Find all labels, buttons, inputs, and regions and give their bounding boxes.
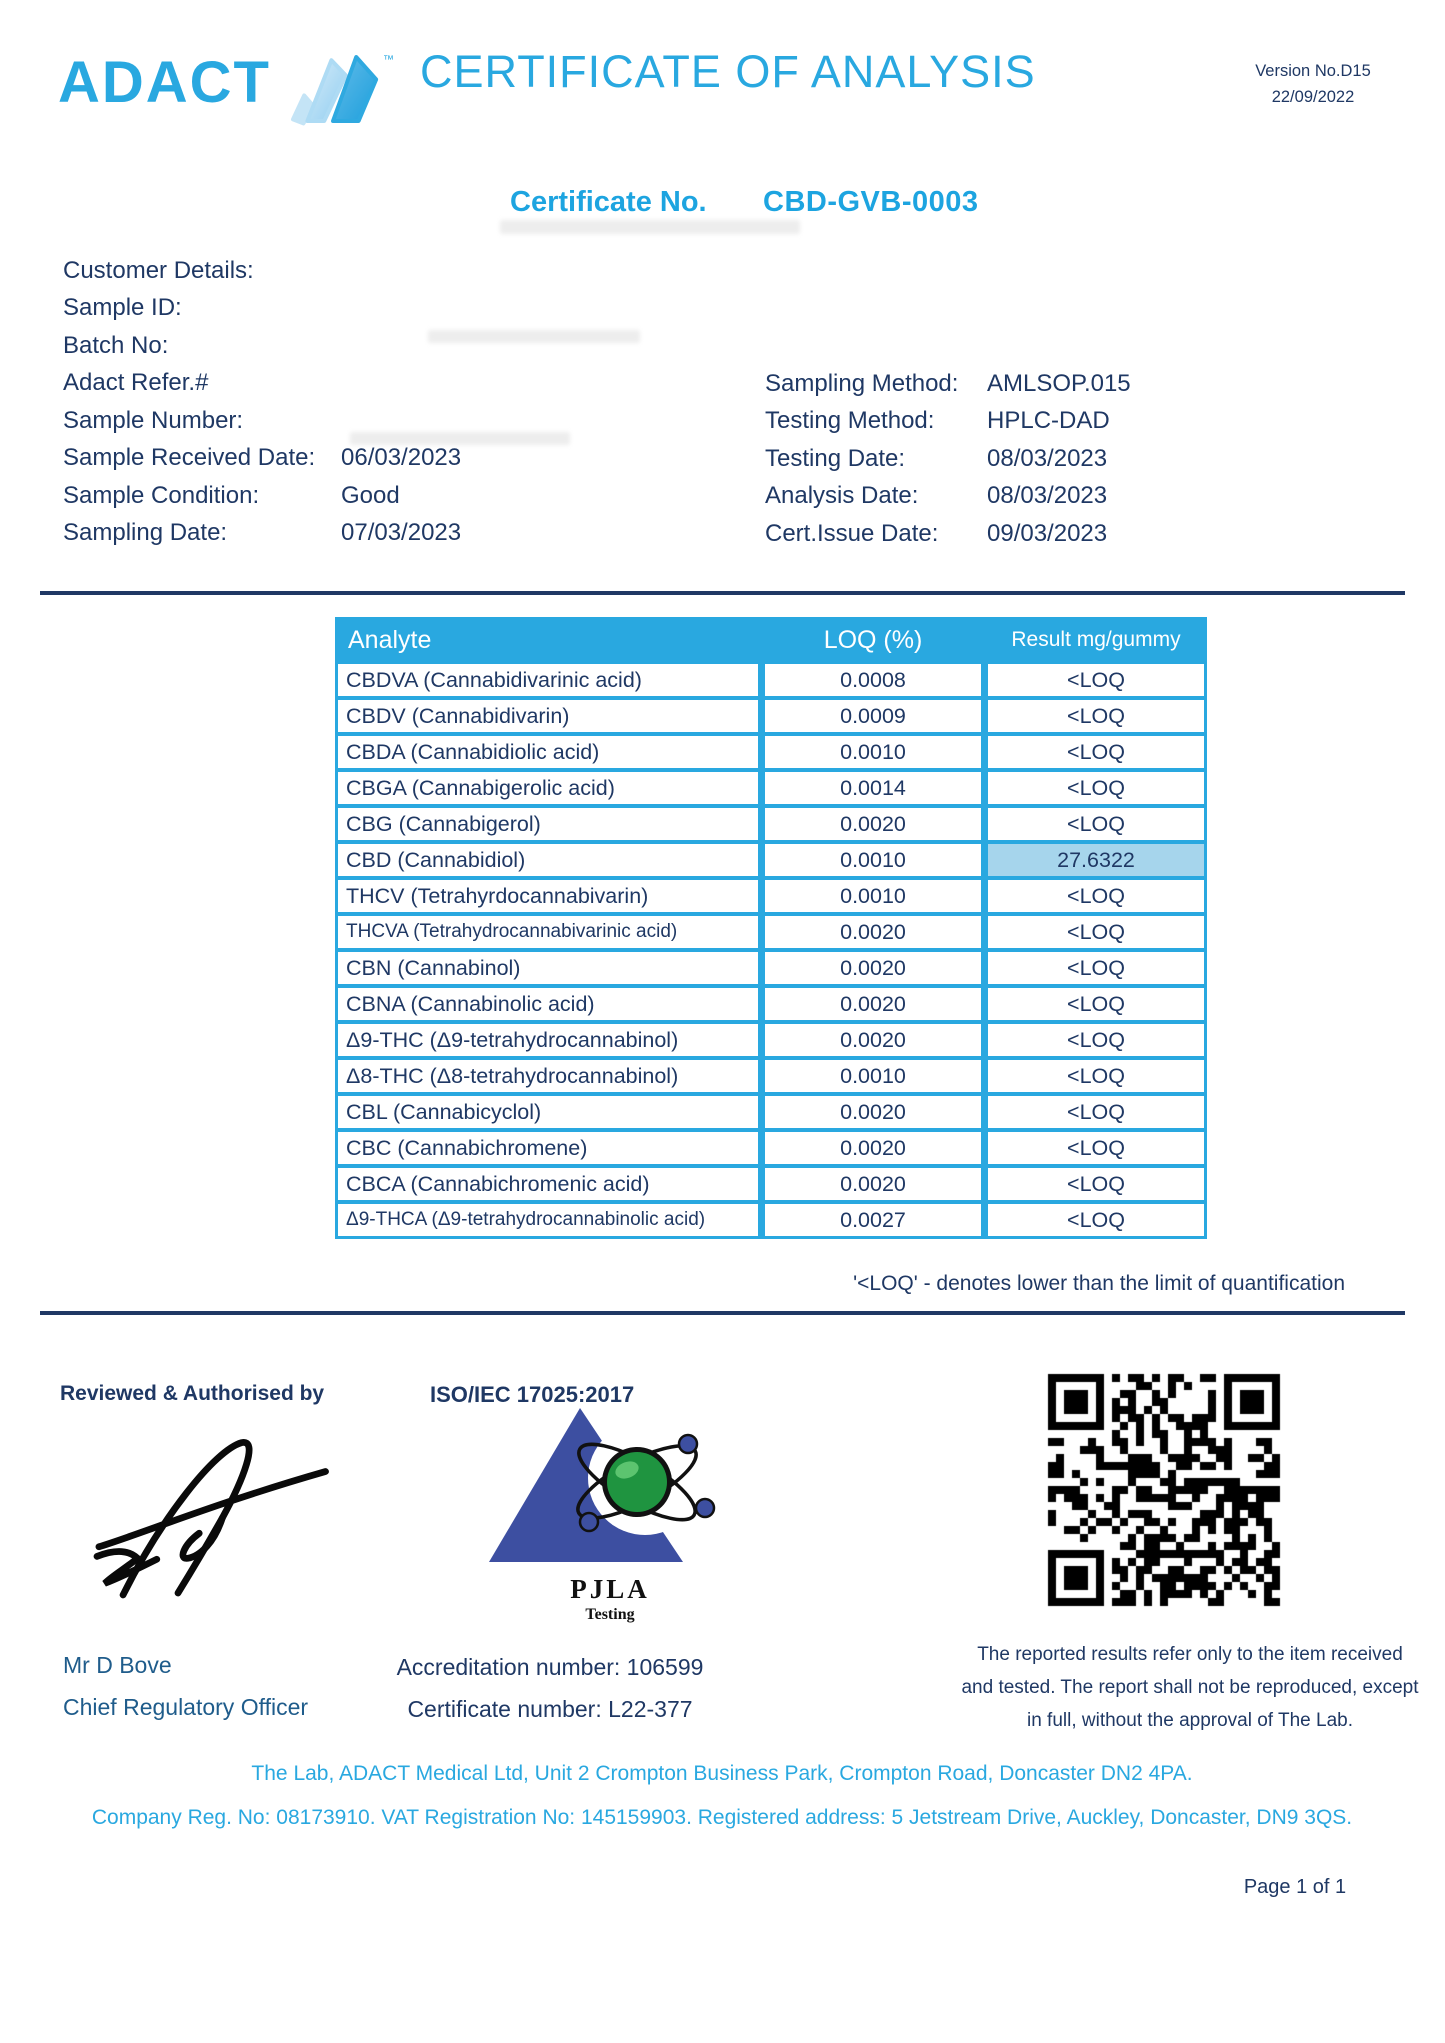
detail-label: Batch No:	[63, 331, 169, 359]
divider-top	[40, 591, 1405, 595]
detail-value: HPLC-DAD	[987, 407, 1110, 435]
result-cell: <LOQ	[988, 1168, 1204, 1200]
column-header-loq: LOQ (%)	[823, 625, 923, 654]
detail-label: Sample Received Date:	[63, 444, 316, 472]
analyte-cell: CBN (Cannabinol)	[338, 952, 758, 984]
pjla-emblem-icon	[485, 1404, 735, 1572]
loq-cell: 0.0020	[765, 1168, 981, 1200]
loq-cell: 0.0020	[765, 1132, 981, 1164]
analyte-cell: CBDV (Cannabidivarin)	[338, 700, 758, 732]
result-cell: <LOQ	[988, 916, 1204, 948]
result-cell: <LOQ	[988, 1096, 1204, 1128]
loq-cell: 0.0010	[765, 1060, 981, 1092]
loq-cell: 0.0020	[765, 808, 981, 840]
result-cell: <LOQ	[988, 988, 1204, 1020]
analyte-cell: CBCA (Cannabichromenic acid)	[338, 1168, 758, 1200]
analyte-cell: CBL (Cannabicyclol)	[338, 1096, 758, 1128]
detail-value: 09/03/2023	[987, 519, 1108, 547]
adact-logo	[58, 40, 394, 133]
certificate-number: Certificate number: L22-377	[407, 1696, 693, 1722]
detail-label: Testing Method:	[765, 407, 935, 435]
divider-bottom	[40, 1311, 1405, 1315]
analyte-cell: Δ8-THC (Δ8-tetrahydrocannabinol)	[338, 1060, 758, 1092]
result-cell: <LOQ	[988, 880, 1204, 912]
result-cell: <LOQ	[988, 772, 1204, 804]
detail-label: Sample Number:	[63, 406, 244, 434]
detail-row	[63, 290, 461, 328]
detail-row	[63, 327, 461, 365]
analyte-cell: CBC (Cannabichromene)	[338, 1132, 758, 1164]
loq-footnote: '<LOQ' - denotes lower than the limit of quantification	[853, 1272, 1345, 1295]
loq-cell: 0.0010	[765, 880, 981, 912]
analyte-cell: CBD (Cannabidiol)	[338, 844, 758, 876]
column-header-result: Result mg/gummy	[1011, 628, 1181, 651]
result-cell: <LOQ	[988, 1132, 1204, 1164]
result-cell: <LOQ	[988, 700, 1204, 732]
loq-cell: 0.0010	[765, 736, 981, 768]
analyte-cell: CBGA (Cannabigerolic acid)	[338, 772, 758, 804]
detail-value: 06/03/2023	[341, 444, 462, 472]
version-info	[1228, 58, 1398, 110]
pjla-accreditation-mark	[470, 1404, 750, 1624]
details-right	[765, 365, 1131, 553]
detail-row	[765, 365, 1131, 403]
detail-label: Sampling Date:	[63, 519, 228, 547]
certificate-no-label: Certificate No.	[510, 186, 707, 218]
detail-row	[63, 477, 461, 515]
loq-cell: 0.0027	[765, 1204, 981, 1236]
signature-icon	[70, 1418, 340, 1613]
detail-row	[63, 515, 461, 553]
version-number: Version No.D15	[1255, 62, 1371, 80]
detail-value: Good	[341, 481, 400, 509]
result-cell: <LOQ	[988, 808, 1204, 840]
result-cell: <LOQ	[988, 1060, 1204, 1092]
detail-row	[765, 403, 1131, 441]
result-cell: <LOQ	[988, 1024, 1204, 1056]
loq-cell: 0.0020	[765, 1024, 981, 1056]
detail-label: Testing Date:	[765, 444, 906, 472]
detail-label: Sampling Method:	[765, 369, 959, 397]
loq-cell: 0.0014	[765, 772, 981, 804]
version-date: 22/09/2022	[1271, 88, 1355, 106]
analyte-cell: CBNA (Cannabinolic acid)	[338, 988, 758, 1020]
detail-label: Sample Condition:	[63, 481, 260, 509]
pjla-sub: Testing	[585, 1606, 635, 1623]
loq-cell: 0.0020	[765, 952, 981, 984]
adact-mountain-mark-icon	[285, 46, 381, 133]
detail-row	[63, 402, 461, 440]
page-title: CERTIFICATE OF ANALYSIS	[420, 46, 1036, 97]
analyte-cell: CBDVA (Cannabidivarinic acid)	[338, 664, 758, 696]
result-cell: <LOQ	[988, 736, 1204, 768]
lab-address: The Lab, ADACT Medical Ltd, Unit 2 Crompton Business Park, Crompton Road, Doncaster DN2 4PA.	[251, 1762, 1193, 1785]
detail-value: 08/03/2023	[987, 444, 1108, 472]
analyte-cell: CBDA (Cannabidiolic acid)	[338, 736, 758, 768]
loq-cell: 0.0009	[765, 700, 981, 732]
result-cell: <LOQ	[988, 952, 1204, 984]
company-registration: Company Reg. No: 08173910. VAT Registration No: 145159903. Registered address: 5 Jetstream Drive, Auckley, Doncaster, DN9 3QS.	[91, 1806, 1353, 1829]
detail-label: Analysis Date:	[765, 482, 919, 510]
analyte-cell: Δ9-THCA (Δ9-tetrahydrocannabinolic acid)	[338, 1204, 758, 1236]
pjla-name: PJLA	[570, 1574, 650, 1604]
detail-label: Customer Details:	[63, 256, 254, 284]
detail-row	[63, 440, 461, 478]
page-number: Page 1 of 1	[1243, 1876, 1347, 1898]
loq-cell: 0.0008	[765, 664, 981, 696]
iso-label: ISO/IEC 17025:2017	[430, 1382, 635, 1407]
detail-row	[63, 365, 461, 403]
qr-code-icon	[1038, 1364, 1290, 1616]
results-table	[335, 617, 1207, 1239]
analyte-cell: Δ9-THC (Δ9-tetrahydrocannabinol)	[338, 1024, 758, 1056]
redacted-sample-id	[500, 220, 800, 234]
detail-row	[765, 478, 1131, 516]
adact-logo-text: ADACT	[58, 50, 271, 115]
analyte-cell: THCV (Tetrahyrdocannabivarin)	[338, 880, 758, 912]
detail-row	[63, 252, 461, 290]
trademark-symbol: ™	[382, 54, 394, 66]
loq-cell: 0.0020	[765, 916, 981, 948]
disclaimer-line: and tested. The report shall not be reproduced, except	[961, 1677, 1419, 1698]
disclaimer-line: in full, without the approval of The Lab.	[1026, 1710, 1354, 1731]
detail-value: AMLSOP.015	[987, 369, 1131, 397]
reviewed-label: Reviewed & Authorised by	[60, 1382, 325, 1405]
detail-row	[765, 515, 1131, 553]
loq-cell: 0.0020	[765, 988, 981, 1020]
result-cell: <LOQ	[988, 664, 1204, 696]
signatory-title: Chief Regulatory Officer	[63, 1694, 309, 1720]
loq-cell: 0.0010	[765, 844, 981, 876]
accreditation-number: Accreditation number: 106599	[396, 1654, 704, 1680]
result-cell: <LOQ	[988, 1204, 1204, 1236]
detail-label: Adact Refer.#	[63, 369, 209, 397]
result-cell: 27.6322	[988, 844, 1204, 876]
detail-label: Sample ID:	[63, 294, 182, 322]
disclaimer	[950, 1638, 1430, 1737]
certificate-no-value: CBD-GVB-0003	[763, 186, 979, 218]
detail-value: 08/03/2023	[987, 482, 1108, 510]
analyte-cell: CBG (Cannabigerol)	[338, 808, 758, 840]
details-left	[63, 252, 461, 552]
disclaimer-line: The reported results refer only to the item received	[977, 1644, 1403, 1665]
loq-cell: 0.0020	[765, 1096, 981, 1128]
detail-row	[765, 440, 1131, 478]
detail-label: Cert.Issue Date:	[765, 519, 939, 547]
column-header-analyte: Analyte	[348, 625, 432, 654]
detail-value: 07/03/2023	[341, 519, 462, 547]
analyte-cell: THCVA (Tetrahydrocannabivarinic acid)	[338, 916, 758, 948]
signatory-name: Mr D Bove	[63, 1652, 172, 1678]
